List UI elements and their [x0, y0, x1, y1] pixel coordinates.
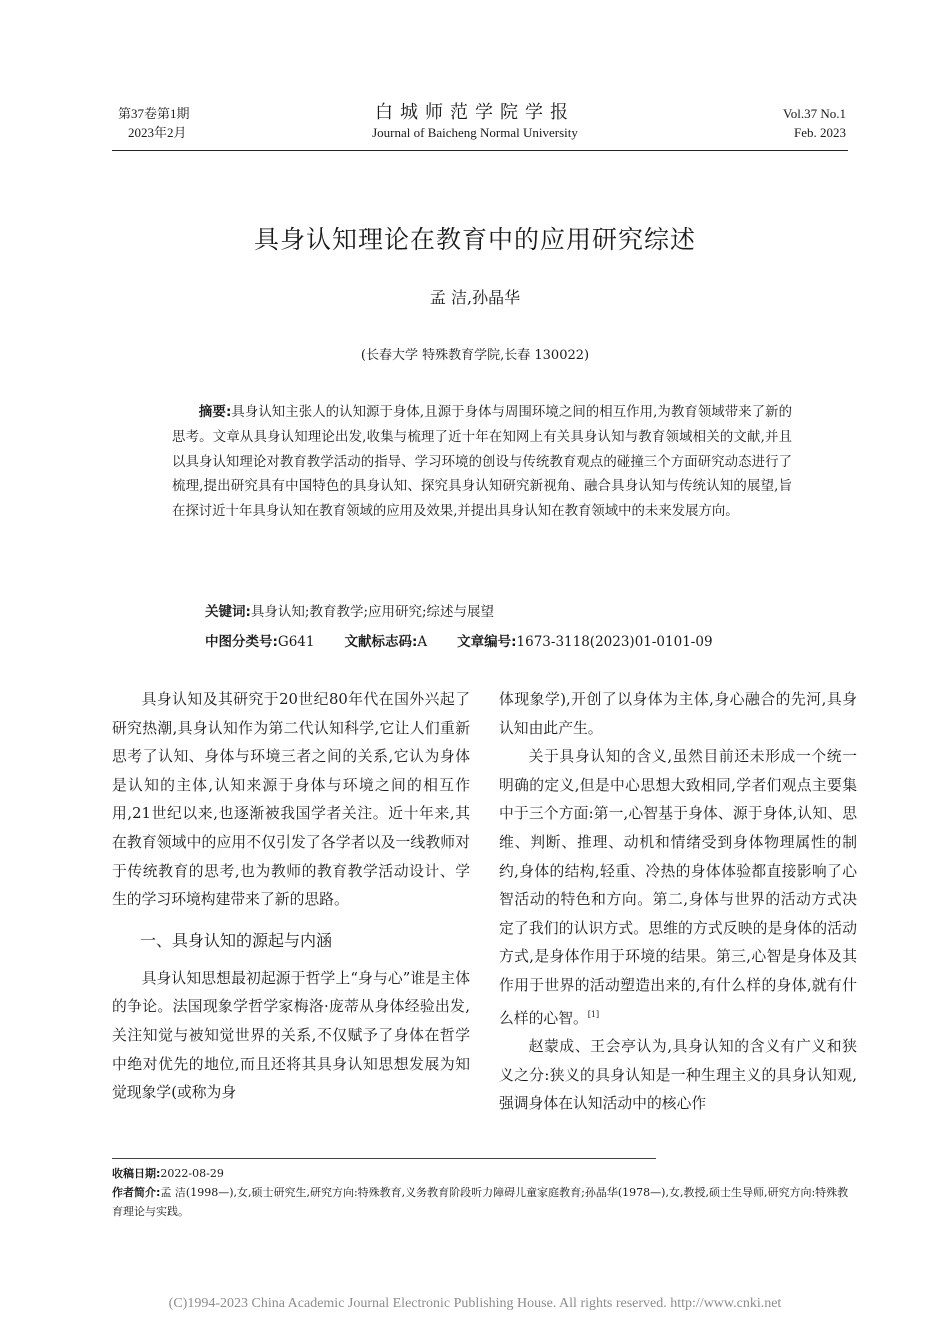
- received-label: 收稿日期:: [112, 1167, 161, 1180]
- clc-label: 中图分类号:: [205, 634, 278, 650]
- publish-date-en: Feb. 2023: [794, 125, 846, 140]
- header-right: [783, 104, 846, 142]
- body-paragraph: 体现象学),开创了以身体为主体,身心融合的先河,具身认知由此产生。: [499, 691, 857, 737]
- keywords: [205, 600, 494, 624]
- article-authors: 孟 洁,孙晶华: [429, 288, 521, 307]
- publish-date: 2023年2月: [128, 125, 187, 140]
- author-bio-label: 作者简介:: [112, 1186, 161, 1199]
- body-paragraph-text: 关于具身认知的含义,虽然目前还未形成一个统一明确的定义,但是中心思想大致相同,学者们观点主要集中于三个方面:第一,心智基于身体、源于身体,认知、思维、判断、推理、动机和情绪受到身体物理属性的制约,身体的结构,轻重、冷热的身体体验都直接影响了心智活动的特色和方向。第二,身体与世界的活动方式决定了我们的认识方式。思维的方式反映的是身体的活动方式,是身体作用于环境的结果。第三,心智是身体及其作用于世界的活动塑造出来的,有什么样的身体,就有什么样的心智。: [499, 748, 857, 1027]
- body-paragraph: 具身认知思想最初起源于哲学上“身与心”谁是主体的争论。法国现象学哲学家梅洛·庞蒂从身体经验出发,关注知觉与被知觉世界的关系,不仅赋予了身体在哲学中绝对优先的地位,而且还将其具身认知思想发展为知觉现象学(或称为身: [112, 969, 470, 1102]
- abstract-text: 具身认知主张人的认知源于身体,且源于身体与周围环境之间的相互作用,为教育领域带来了新的思考。文章从具身认知理论出发,收集与梳理了近十年在知网上有关具身认知与教育领域相关的文献,并且以具身认知理论对教育教学活动的指导、学习环境的创设与传统教育观点的碰撞三个方面研究动态进行了梳理,提出研究具有中国特色的具身认知、探究具身认知研究新视角、融合具身认知与传统认知的展望,旨在探讨近十年具身认知在教育领域的应用及效果,并提出具身认知在教育领域中的未来发展方向。: [172, 405, 792, 520]
- doc-code-value: A: [417, 634, 428, 650]
- abstract: [172, 400, 792, 525]
- footnote-rule: [112, 1158, 656, 1159]
- received-date: 2022-08-29: [160, 1167, 224, 1180]
- section-heading: 一、具身认知的源起与内涵: [140, 930, 333, 950]
- doc-code-label: 文献标志码:: [344, 634, 418, 650]
- article-title: 具身认知理论在教育中的应用研究综述: [253, 225, 696, 254]
- article-affiliation: (长春大学 特殊教育学院,长春 130022): [360, 348, 590, 363]
- article-no-value: 1673-3118(2023)01-0101-09: [516, 634, 713, 650]
- body-column-right: [499, 686, 857, 1119]
- volume-issue: 第37卷第1期: [118, 106, 190, 121]
- article-no-label: 文章编号:: [457, 634, 517, 650]
- body-column-left: [112, 686, 470, 1108]
- citation-ref: [1]: [587, 1009, 600, 1019]
- keywords-text: 具身认知;教育教学;应用研究;综述与展望: [250, 604, 495, 620]
- journal-name-cn: 白城师范学院学报: [375, 102, 575, 122]
- author-bio: 孟 洁(1998—),女,硕士研究生,研究方向:特殊教育,义务教育阶段听力障碍儿童家庭教育;孙晶华(1978—),女,教授,硕士生导师,研究方向:特殊教育理论与实践。: [112, 1186, 849, 1218]
- abstract-label: 摘要:: [198, 404, 232, 420]
- clc-value: G641: [277, 634, 315, 650]
- volume-issue-en: Vol.37 No.1: [783, 106, 846, 121]
- header-rule: [112, 150, 848, 151]
- classification-line: [205, 630, 805, 654]
- footnote: [112, 1164, 852, 1221]
- body-paragraph: 赵蒙成、王会亭认为,具身认知的含义有广义和狭义之分:狭义的具身认知是一种生理主义的具身认知观,强调身体在认知活动中的核心作: [499, 1038, 857, 1113]
- keywords-label: 关键词:: [205, 604, 251, 620]
- journal-name-en: Journal of Baicheng Normal University: [372, 125, 578, 140]
- copyright-notice: (C)1994-2023 China Academic Journal Electronic Publishing House. All rights reserved. http://www.cnki.net: [168, 1296, 782, 1311]
- body-paragraph: 具身认知及其研究于20世纪80年代在国外兴起了研究热潮,具身认知作为第二代认知科学,它让人们重新思考了认知、身体与环境三者之间的关系,它认为身体是认知的主体,认知来源于身体与环境之间的相互作用,21世纪以来,也逐渐被我国学者关注。近十年来,其在教育领域中的应用不仅引发了各学者以及一线教师对于传统教育的思考,也为教师的教育教学活动设计、学生的学习环境构建带来了新的思路。: [112, 691, 470, 909]
- body-paragraph: [499, 743, 857, 1033]
